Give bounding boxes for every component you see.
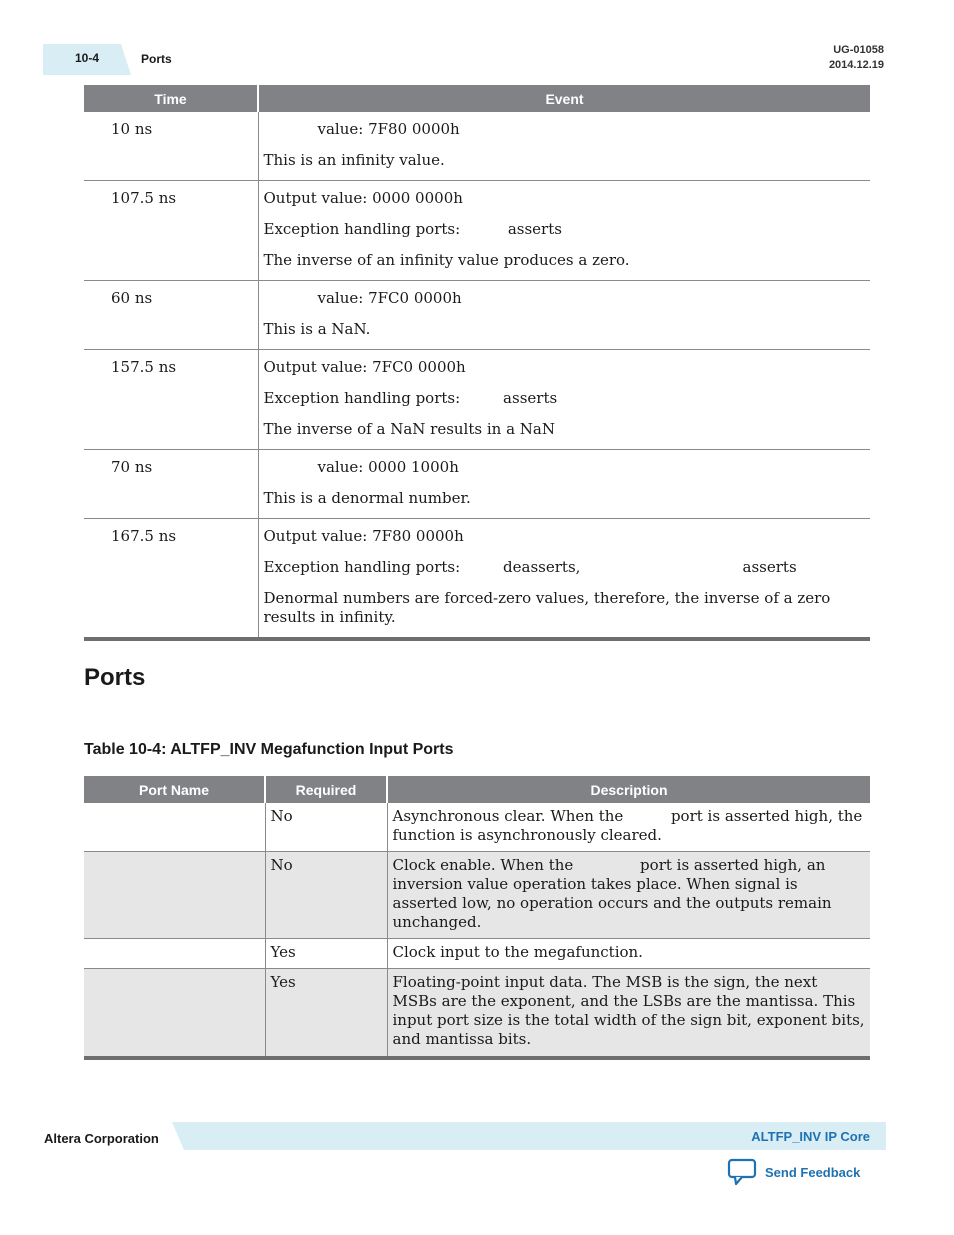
table-row bbox=[84, 852, 870, 939]
port-name-cell bbox=[84, 969, 265, 1059]
event-line: This is an infinity value. bbox=[263, 151, 445, 169]
input-ports-table bbox=[84, 776, 870, 1060]
table-row bbox=[84, 181, 870, 281]
required-cell: Yes bbox=[265, 939, 387, 969]
send-feedback-label[interactable]: Send Feedback bbox=[765, 1164, 861, 1180]
document-number: UG-01058 bbox=[833, 44, 884, 56]
port-name-cell bbox=[84, 803, 265, 852]
port-name-cell bbox=[84, 852, 265, 939]
product-link[interactable]: ALTFP_INV IP Core bbox=[751, 1129, 870, 1144]
speech-bubble-icon bbox=[727, 1158, 757, 1186]
column-header-description: Description bbox=[387, 776, 870, 803]
time-cell: 157.5 ns bbox=[84, 350, 258, 450]
description-cell: Clock input to the megafunction. bbox=[387, 939, 870, 969]
event-line: This is a NaN. bbox=[263, 320, 371, 338]
time-cell: 70 ns bbox=[84, 450, 258, 519]
event-cell bbox=[258, 519, 870, 640]
column-header-time: Time bbox=[84, 85, 258, 112]
event-line: value: 7FC0 0000h bbox=[317, 289, 462, 307]
column-header-required: Required bbox=[265, 776, 387, 803]
send-feedback-button[interactable] bbox=[727, 1158, 860, 1186]
table-row bbox=[84, 350, 870, 450]
time-cell: 167.5 ns bbox=[84, 519, 258, 640]
event-line: The inverse of a NaN results in a NaN bbox=[263, 420, 555, 438]
table-row bbox=[84, 519, 870, 640]
event-line: Output value: 0000 0000h bbox=[263, 189, 463, 207]
event-cell bbox=[258, 281, 870, 350]
time-cell: 10 ns bbox=[84, 112, 258, 181]
event-line: value: 0000 1000h bbox=[317, 458, 459, 476]
description-cell: Asynchronous clear. When the port is asserted high, the function is asynchronously cleared. bbox=[387, 803, 870, 852]
event-cell bbox=[258, 350, 870, 450]
document-id bbox=[829, 43, 884, 73]
section-heading: Ports bbox=[84, 664, 146, 691]
event-line: value: 7F80 0000h bbox=[317, 120, 460, 138]
time-cell: 60 ns bbox=[84, 281, 258, 350]
required-cell: No bbox=[265, 803, 387, 852]
time-cell: 107.5 ns bbox=[84, 181, 258, 281]
required-cell: Yes bbox=[265, 969, 387, 1059]
event-cell bbox=[258, 450, 870, 519]
running-section-title: Ports bbox=[141, 52, 172, 66]
event-line: Exception handling ports: asserts bbox=[263, 389, 558, 407]
document-date: 2014.12.19 bbox=[828, 59, 884, 71]
table-header-row bbox=[84, 85, 870, 112]
page-number: 10-4 bbox=[75, 51, 100, 65]
table-row bbox=[84, 969, 870, 1059]
table-row bbox=[84, 803, 870, 852]
event-line: The inverse of an infinity value produces a zero. bbox=[263, 251, 630, 269]
table-row bbox=[84, 112, 870, 181]
table-row bbox=[84, 281, 870, 350]
required-cell: No bbox=[265, 852, 387, 939]
event-line: Output value: 7FC0 0000h bbox=[263, 358, 466, 376]
port-name-cell bbox=[84, 939, 265, 969]
simulation-event-table bbox=[84, 85, 870, 641]
column-header-port-name: Port Name bbox=[84, 776, 265, 803]
company-name: Altera Corporation bbox=[44, 1131, 159, 1146]
description-cell: Clock enable. When the port is asserted high, an inversion value operation takes place. When signal is asserted low, no operation occurs and the outputs remain unchanged. bbox=[387, 852, 870, 939]
table-caption: Table 10-4: ALTFP_INV Megafunction Input Ports bbox=[84, 741, 454, 758]
event-line: Exception handling ports: deasserts, asserts bbox=[263, 558, 797, 576]
column-header-event: Event bbox=[258, 85, 870, 112]
event-line: Denormal numbers are forced-zero values, therefore, the inverse of a zero results in infinity. bbox=[263, 589, 831, 626]
event-cell bbox=[258, 112, 870, 181]
table-row bbox=[84, 939, 870, 969]
table-row bbox=[84, 450, 870, 519]
table-header-row bbox=[84, 776, 870, 803]
description-cell: Floating-point input data. The MSB is the sign, the next MSBs are the exponent, and the LSBs are the mantissa. This input port size is the total width of the sign bit, exponent bits, and mantissa bits. bbox=[387, 969, 870, 1059]
event-line: This is a denormal number. bbox=[263, 489, 471, 507]
event-cell bbox=[258, 181, 870, 281]
event-line: Output value: 7F80 0000h bbox=[263, 527, 464, 545]
event-line: Exception handling ports: asserts bbox=[263, 220, 562, 238]
